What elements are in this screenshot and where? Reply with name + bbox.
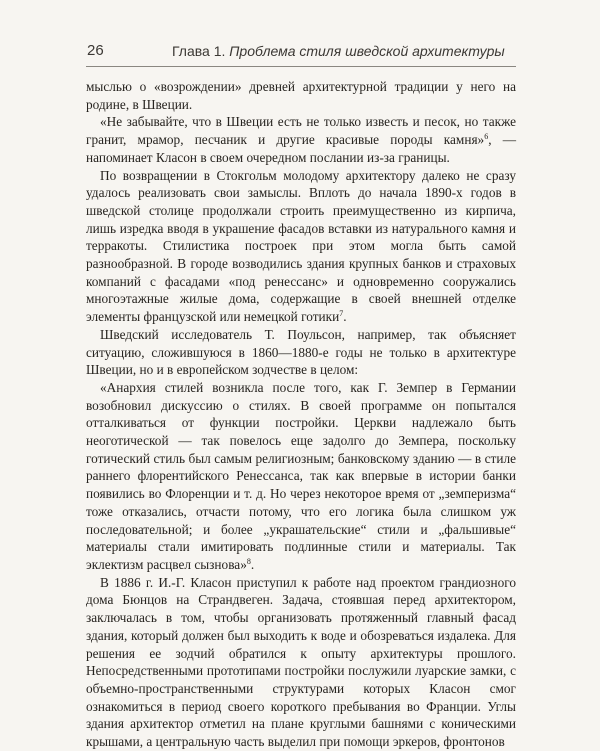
chapter-title: Проблема стиля шведской архитектуры [229,43,505,59]
page-body [86,78,516,751]
footnote-ref-6: 6 [484,132,489,142]
paragraph-5-quote: «Анархия стилей возникла после того, как Г. Земпер в Германии возобновил дискуссию о стилях. В своей программе он попытался отталкиваться от функции постройки. Церкви надлежало быть неоготической — так повелось еще задолго до Земпера, поскольку готический стиль был самым религиозным; банковскому зданию — в стиле раннего флорентийского Ренессанса, так как впервые в истории банки появились во Флоренции и т. д. Но через некоторое время от „земперизма“ тоже отказались, отчасти потому, что его логика была слишком уж последовательной; и более „украшательские“ стили и „фальшивые“ материалы стали имитировать подлинные стили и материалы. Так эклектизм расцвел сызнова»$^8$. [86,379,516,572]
chapter-label: Глава 1. [172,43,226,59]
footnote-ref-7: 7 [339,309,344,319]
paragraph-6: В 1886 г. И.-Г. Класон приступил к работе над проектом грандиозного дома Бюнцов на Страндвеген. Задача, стоявшая перед архитектором, заключалась в том, чтобы организовать протяженный главный фасад здания, который должен был выходить к воде и обозреваться издалека. Для решения ее зодчий обратился к опыту архитектуры прошлого. Непосредственными прототипами постройки послужили луарские замки, с объемно-пространственными структурами которых Класон смог ознакомиться в период своего короткого пребывания во Франции. Углы здания архитектор отметил на плане круглыми башнями с коническими крышами, а центральную часть выделил при помощи эркеров, фронтонов [86,574,516,750]
running-header [86,42,516,67]
running-head [172,43,505,59]
footnote-ref-8: 8 [246,556,251,566]
page-number: 26 [87,42,104,59]
paragraph-1: мыслью о «возрождении» древней архитектурной традиции у него на родине, в Швеции. [86,79,516,112]
paragraph-3: По возвращении в Стокгольм молодому архитектору далеко не сразу удалось реализовать свои замыслы. Вплоть до начала 1890-х годов в шведской столице продолжали строить преимущественно из кирпича, лишь изредка вводя в украшение фасадов вставки из натурального камня и терракоты. Стилистика построек при этом могла быть самой разнообразной. В городе возводились здания крупных банков и страховых компаний с фасадами «под ренессанс» и одновременно сооружались многоэтажные жилые дома, содержащие в своей внешней отделке элементы французской или немецкой готики$^7$. [86,167,516,325]
paragraph-2-quote: «Не забывайте, что в Швеции есть не только известь и песок, но также гранит, мрамор, песчаник и другие красивые породы камня»$^6$, — напоминает Класон в своем очередном послании из-за границы. [86,114,516,165]
paragraph-4: Шведский исследователь Т. Поульсон, например, так объясняет ситуацию, сложившуюся в 1860—1880-е годы не только в архитектуре Швеции, но и в европейском зодчестве в целом: [86,326,516,378]
